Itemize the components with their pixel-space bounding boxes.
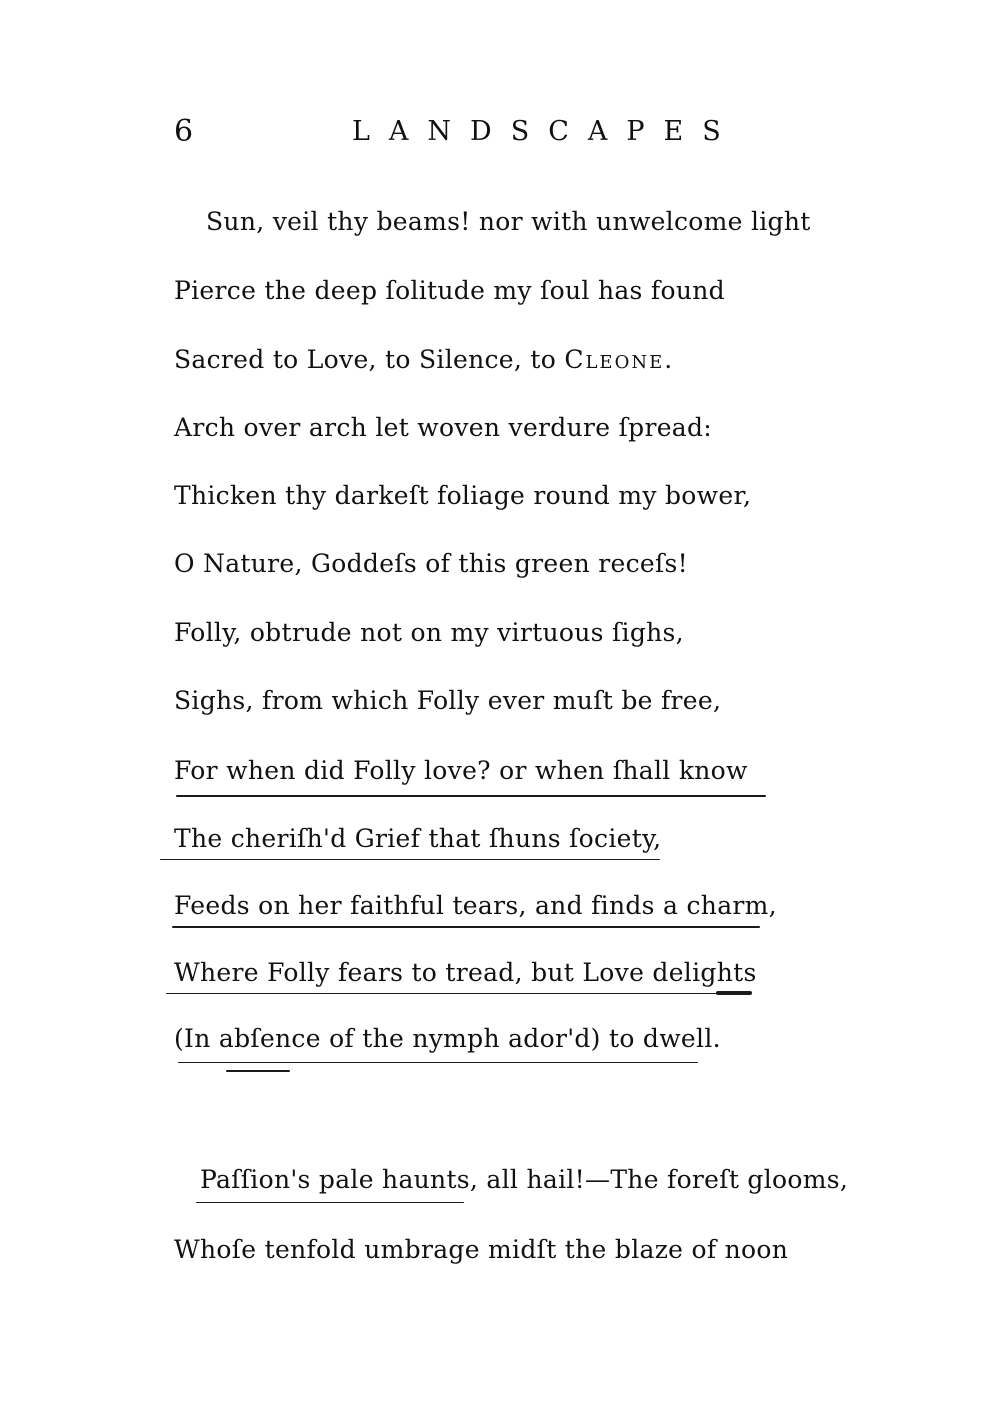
running-head: LANDSCAPES (352, 116, 740, 147)
handwritten-underline (196, 1202, 464, 1203)
verse-line: For when did Folly love? or when ſhall know (174, 756, 748, 785)
verse-line-text: Sacred to Love, to Silence, to (174, 345, 565, 374)
page-number: 6 (174, 114, 194, 149)
handwritten-underline (176, 795, 766, 797)
verse-line: Arch over arch let woven verdure ſpread: (174, 413, 713, 442)
verse-line (174, 340, 674, 380)
verse-line: Where Folly fears to tread, but Love delights (174, 958, 757, 987)
verse-line: Sun, veil thy beams! nor with unwelcome light (206, 207, 811, 236)
verse-line: Whoſe tenfold umbrage midſt the blaze of noon (174, 1235, 789, 1264)
verse-line: Pierce the deep ſolitude my ſoul has found (174, 276, 725, 305)
verse-line: Thicken thy darkeſt foliage round my bower, (174, 481, 752, 510)
handwritten-underline (166, 993, 726, 994)
handwritten-underline (160, 859, 660, 860)
handwritten-underline (172, 926, 760, 928)
verse-line: The cheriſh'd Grief that ſhuns ſociety, (174, 824, 662, 853)
verse-line: (In abſence of the nymph ador'd) to dwell. (174, 1024, 721, 1053)
verse-line: Folly, obtrude not on my virtuous ſighs, (174, 618, 684, 647)
verse-line: Sighs, from which Folly ever muſt be free, (174, 686, 722, 715)
verse-line: Feeds on her faithful tears, and finds a charm, (174, 891, 777, 920)
name-cleone: Cleone. (564, 345, 675, 374)
verse-line: Paſſion's pale haunts, all hail!—The foreſt glooms, (200, 1165, 849, 1194)
handwritten-underline (226, 1070, 290, 1072)
handwritten-underline (716, 991, 752, 995)
verse-line: O Nature, Goddeſs of this green receſs! (174, 549, 688, 578)
handwritten-underline (178, 1062, 698, 1063)
